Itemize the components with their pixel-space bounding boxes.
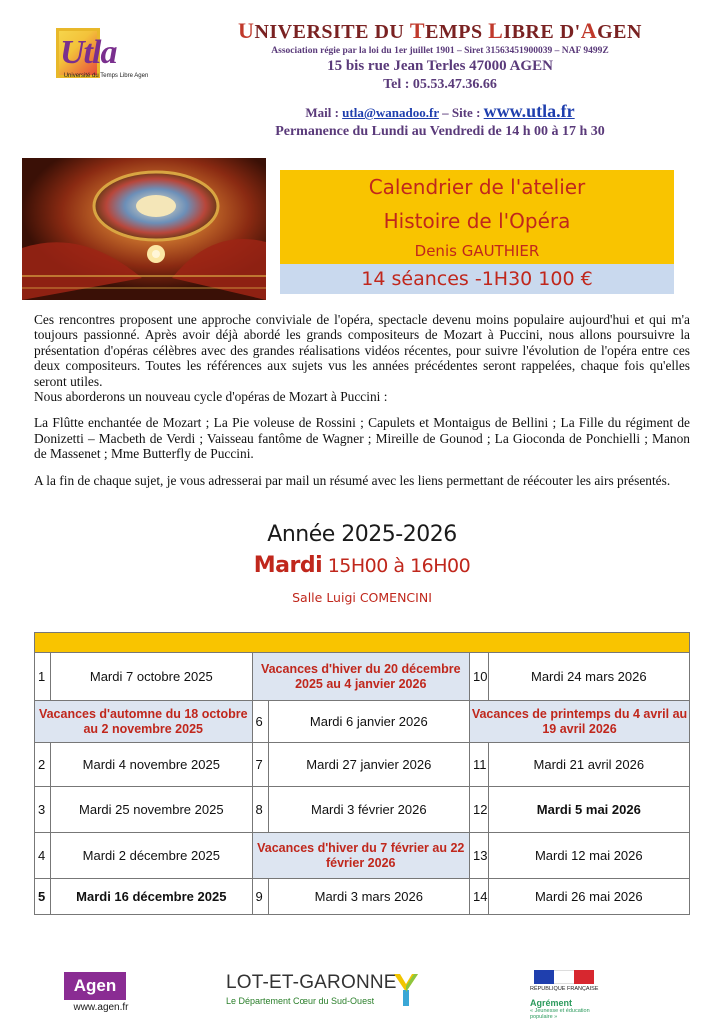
banner-sessions: 14 séances -1H30 100 € <box>280 264 674 294</box>
session-number: 6 <box>252 701 268 743</box>
opera-ceiling-image <box>22 158 266 300</box>
rf-subtitle: « Jeunesse et éducation populaire » <box>530 1008 590 1020</box>
session-date: Mardi 16 décembre 2025 <box>51 879 252 915</box>
banner-line-1: Calendrier de l'atelier <box>280 170 674 204</box>
vacation-cell: Vacances d'hiver du 20 décembre 2025 au 4 janvier 2026 <box>252 653 470 701</box>
french-flag-icon <box>534 970 594 984</box>
title-banner <box>280 170 674 294</box>
vacation-cell: Vacances d'hiver du 7 février au 22 février 2026 <box>252 833 470 879</box>
session-number: 13 <box>470 833 489 879</box>
rf-agrement: Agrément <box>530 998 573 1008</box>
permanence-hours: Permanence du Lundi au Vendredi de 14 h 00 à 17 h 30 <box>275 124 605 139</box>
session-date: Mardi 26 mai 2026 <box>488 879 689 915</box>
school-year: Année 2025-2026 <box>267 522 457 547</box>
logo-subtitle: Université du Temps Libre Agen <box>63 73 149 79</box>
session-date: Mardi 27 janvier 2026 <box>268 743 469 787</box>
vacation-cell: Vacances de printemps du 4 avril au 19 avril 2026 <box>470 701 690 743</box>
description <box>34 312 690 488</box>
calendar-table <box>34 632 690 915</box>
session-number: 9 <box>252 879 268 915</box>
session-number: 11 <box>470 743 489 787</box>
session-date: Mardi 21 avril 2026 <box>488 743 689 787</box>
lot-et-garonne-logo[interactable] <box>226 972 426 1012</box>
session-number: 4 <box>35 833 51 879</box>
rf-text: RÉPUBLIQUE FRANÇAISE <box>530 986 599 992</box>
session-date: Mardi 3 février 2026 <box>268 787 469 833</box>
session-date: Mardi 12 mai 2026 <box>488 833 689 879</box>
org-title: UNIVERSITE DU TEMPS LIBRE D'AGEN <box>238 18 642 43</box>
session-date: Mardi 24 mars 2026 <box>488 653 689 701</box>
table-row <box>35 833 690 879</box>
address: 15 bis rue Jean Terles 47000 AGEN <box>327 58 553 74</box>
agen-url: www.agen.fr <box>73 1002 129 1013</box>
session-number: 5 <box>35 879 51 915</box>
session-number: 10 <box>470 653 489 701</box>
session-number: 3 <box>35 787 51 833</box>
paragraph-resume: A la fin de chaque sujet, je vous adresserai par mail un résumé avec les liens permettant de réécouter les airs présentés. <box>34 472 671 488</box>
republique-francaise-logo <box>530 968 602 1018</box>
table-row <box>35 701 690 743</box>
opera-illustration <box>22 158 266 300</box>
header <box>200 18 680 140</box>
day-time: Mardi 15H00 à 16H00 <box>253 553 471 578</box>
table-row <box>35 743 690 787</box>
session-date: Mardi 7 octobre 2025 <box>51 653 252 701</box>
session-date: Mardi 6 janvier 2026 <box>268 701 469 743</box>
agen-logo-box: Agen <box>64 972 126 1000</box>
session-date: Mardi 5 mai 2026 <box>488 787 689 833</box>
utla-logo <box>52 26 152 92</box>
banner-speaker: Denis GAUTHIER <box>280 238 674 264</box>
lg-y-icon <box>392 972 420 1008</box>
table-header-row <box>35 633 690 653</box>
session-date: Mardi 4 novembre 2025 <box>51 743 252 787</box>
banner-line-2: Histoire de l'Opéra <box>280 204 674 238</box>
table-row <box>35 787 690 833</box>
paragraph-operas: La Flûtte enchantée de Mozart ; La Pie voleuse de Rossini ; Capulets et Montaigus de Bellini ; La Fille du régiment de Donizetti – Macbeth de Verdi ; Vaisseau fantôme de Wagner ; Mireille de Gounod ; La Gioconda de Ponchielli ; Manon de Massenet ; Mme Butterfly de Puccini. <box>34 415 690 462</box>
contact-line: Mail : utla@wanadoo.fr – Site : www.utla.fr <box>305 101 575 121</box>
paragraph-cycle: Nous aborderons un nouveau cycle d'opéras de Mozart à Puccini : <box>34 389 388 405</box>
session-number: 8 <box>252 787 268 833</box>
telephone: Tel : 05.53.47.36.66 <box>383 77 497 92</box>
session-number: 2 <box>35 743 51 787</box>
logo-text: Utla <box>60 34 117 71</box>
session-number: 12 <box>470 787 489 833</box>
session-date: Mardi 25 novembre 2025 <box>51 787 252 833</box>
session-number: 7 <box>252 743 268 787</box>
lg-title: LOT-ET-GARONNE <box>226 972 397 993</box>
session-date: Mardi 2 décembre 2025 <box>51 833 252 879</box>
lg-subtitle: Le Département Cœur du Sud-Ouest <box>226 996 375 1006</box>
session-number: 1 <box>35 653 51 701</box>
table-row <box>35 653 690 701</box>
mail-link[interactable]: utla@wanadoo.fr <box>342 105 439 120</box>
room-name: Salle Luigi COMENCINI <box>292 590 432 605</box>
association-info: Association régie par la loi du 1er juillet 1901 – Siret 31563451900039 – NAF 9499Z <box>271 46 609 56</box>
table-row <box>35 879 690 915</box>
schedule-heading <box>0 522 724 605</box>
agen-logo[interactable] <box>56 972 146 1012</box>
vacation-cell: Vacances d'automne du 18 octobre au 2 novembre 2025 <box>35 701 253 743</box>
site-link[interactable]: www.utla.fr <box>483 101 575 121</box>
session-number: 14 <box>470 879 489 915</box>
paragraph-intro: Ces rencontres proposent une approche conviviale de l'opéra, spectacle devenu moins populaire aujourd'hui et qui m'a toujours passionné. Après avoir déjà abordé les grands compositeurs de Mozart à Puccini, nous allons poursuivre la présentation d'opéras célèbres avec des grandes réalisations vidéos récentes, pour suivre l'évolution de l'opéra entre ces deux compositeurs. Toutes les références aux sujets vus les années précédentes seront rappelées, chaque fois qu'elles seront utiles. <box>34 312 690 389</box>
session-date: Mardi 3 mars 2026 <box>268 879 469 915</box>
